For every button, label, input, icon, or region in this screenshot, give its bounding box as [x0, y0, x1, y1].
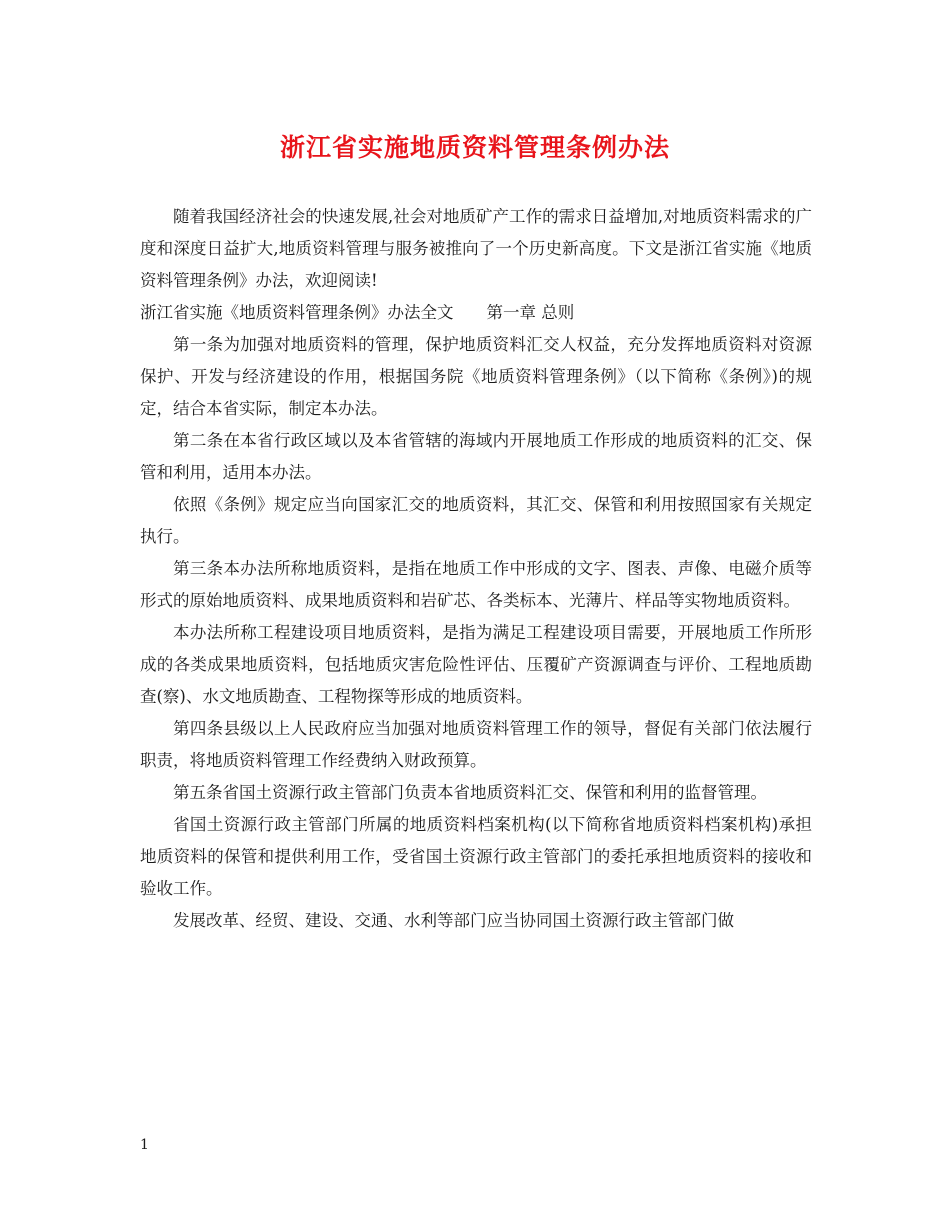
paragraph: 第三条本办法所称地质资料，是指在地质工作中形成的文字、图表、声像、电磁介质等形式的原始地质资料、成果地质资料和岩矿芯、各类标本、光薄片、样品等实物地质资料。: [140, 559, 812, 610]
paragraph: 第一条为加强对地质资料的管理，保护地质资料汇交人权益，充分发挥地质资料对资源保护、开发与经济建设的作用，根据国务院《地质资料管理条例》（以下简称《条例》)的规定，结合本省实际，制定本办法。: [140, 335, 812, 418]
paragraph: 第二条在本省行政区域以及本省管辖的海域内开展地质工作形成的地质资料的汇交、保管和利用，适用本办法。: [140, 431, 812, 482]
paragraph: 第四条县级以上人民政府应当加强对地质资料管理工作的领导，督促有关部门依法履行职责，将地质资料管理工作经费纳入财政预算。: [140, 719, 812, 770]
paragraph: 本办法所称工程建设项目地质资料，是指为满足工程建设项目需要，开展地质工作所形成的各类成果地质资料，包括地质灾害危险性评估、压覆矿产资源调查与评价、工程地质勘查(察)、水文地质勘查、工程物探等形成的地质资料。: [140, 623, 812, 706]
paragraph: 发展改革、经贸、建设、交通、水利等部门应当协同国土资源行政主管部门做: [173, 911, 734, 930]
document-body: [140, 201, 812, 937]
paragraph: 依照《条例》规定应当向国家汇交的地质资料，其汇交、保管和利用按照国家有关规定执行。: [140, 495, 812, 546]
paragraph: 浙江省实施《地质资料管理条例》办法全文 第一章 总则: [140, 303, 575, 322]
document-title: 浙江省实施地质资料管理条例办法: [279, 133, 670, 162]
paragraph: 随着我国经济社会的快速发展,社会对地质矿产工作的需求日益增加,对地质资料需求的广度和深度日益扩大,地质资料管理与服务被推向了一个历史新高度。下文是浙江省实施《地质资料管理条例》办法，欢迎阅读!: [140, 207, 812, 290]
page-number: 1: [140, 1137, 149, 1153]
paragraph: 省国土资源行政主管部门所属的地质资料档案机构(以下简称省地质资料档案机构)承担地质资料的保管和提供利用工作，受省国土资源行政主管部门的委托承担地质资料的接收和验收工作。: [140, 815, 812, 898]
paragraph: 第五条省国土资源行政主管部门负责本省地质资料汇交、保管和利用的监督管理。: [173, 783, 767, 802]
